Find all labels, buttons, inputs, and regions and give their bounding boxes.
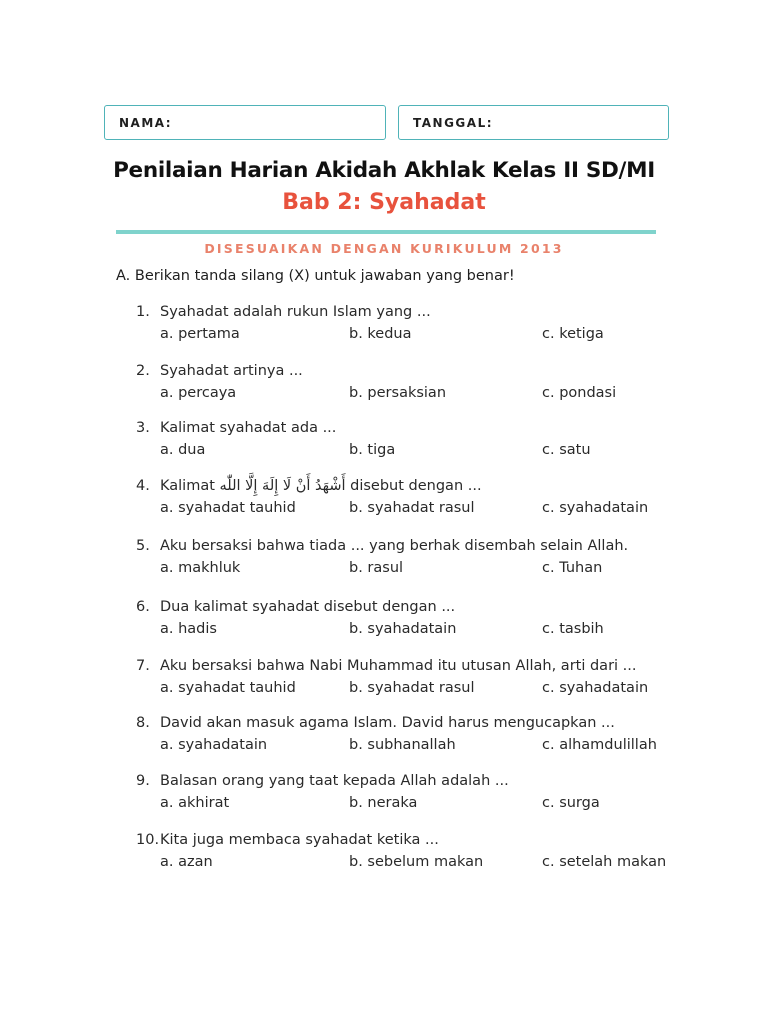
question-item <box>136 830 696 872</box>
option-b[interactable]: b. neraka <box>349 795 418 811</box>
question-text: Aku bersaksi bahwa Nabi Muhammad itu utusan Allah, arti dari ... <box>160 658 637 674</box>
option-c[interactable]: c. syahadatain <box>542 500 649 516</box>
option-a[interactable]: a. syahadatain <box>160 737 268 753</box>
question-item <box>136 656 696 698</box>
arabic-shahada: أَشْهَدُ أَنْ لَا إِلَهَ إِلَّا اللّٰه <box>219 478 346 494</box>
curriculum-note: DISESUAIKAN DENGAN KURIKULUM 2013 <box>204 241 564 256</box>
option-b[interactable]: b. rasul <box>349 560 404 576</box>
option-c[interactable]: c. satu <box>542 442 591 458</box>
question-text: Syahadat adalah rukun Islam yang ... <box>160 304 431 320</box>
name-label: NAMA: <box>119 115 173 130</box>
question-number: 3. <box>136 420 150 436</box>
option-b[interactable]: b. tiga <box>349 442 396 458</box>
option-a[interactable]: a. akhirat <box>160 795 230 811</box>
option-a[interactable]: a. syahadat tauhid <box>160 500 296 516</box>
page-subtitle: Bab 2: Syahadat <box>282 190 486 215</box>
question-text-before: Kalimat <box>160 478 215 494</box>
question-number: 1. <box>136 304 150 320</box>
question-item <box>136 361 696 403</box>
section-a-instruction: A. Berikan tanda silang (X) untuk jawaban yang benar! <box>116 268 515 284</box>
question-item <box>136 302 696 344</box>
question-text-after: disebut dengan ... <box>350 478 482 494</box>
question-text: David akan masuk agama Islam. David harus mengucapkan ... <box>160 715 615 731</box>
option-b[interactable]: b. syahadatain <box>349 621 457 637</box>
option-b[interactable]: b. syahadat rasul <box>349 500 475 516</box>
option-a[interactable]: a. azan <box>160 854 213 870</box>
date-field[interactable] <box>398 105 669 140</box>
question-text: Syahadat artinya ... <box>160 363 303 379</box>
question-number: 10. <box>136 832 160 848</box>
question-number: 8. <box>136 715 150 731</box>
question-number: 2. <box>136 363 150 379</box>
question-number: 4. <box>136 478 150 494</box>
question-number: 7. <box>136 658 150 674</box>
question-item <box>136 418 696 460</box>
option-b[interactable]: b. syahadat rasul <box>349 680 475 696</box>
question-item <box>136 536 696 578</box>
divider <box>116 230 656 234</box>
option-b[interactable]: b. kedua <box>349 326 412 342</box>
question-item <box>136 713 696 755</box>
question-number: 5. <box>136 538 150 554</box>
question-text: Dua kalimat syahadat disebut dengan ... <box>160 599 456 615</box>
page-title: Penilaian Harian Akidah Akhlak Kelas II SD/MI <box>113 158 655 183</box>
question-item <box>136 476 696 518</box>
question-text: Balasan orang yang taat kepada Allah adalah ... <box>160 773 509 789</box>
option-c[interactable]: c. tasbih <box>542 621 604 637</box>
option-a[interactable]: a. percaya <box>160 385 237 401</box>
option-a[interactable]: a. hadis <box>160 621 217 637</box>
option-c[interactable]: c. setelah makan <box>542 854 667 870</box>
option-a[interactable]: a. makhluk <box>160 560 241 576</box>
question-number: 6. <box>136 599 150 615</box>
option-c[interactable]: c. syahadatain <box>542 680 649 696</box>
option-b[interactable]: b. persaksian <box>349 385 447 401</box>
question-text: Aku bersaksi bahwa tiada ... yang berhak disembah selain Allah. <box>160 538 629 554</box>
question-text: Kita juga membaca syahadat ketika ... <box>160 832 439 848</box>
option-a[interactable]: a. pertama <box>160 326 240 342</box>
option-b[interactable]: b. subhanallah <box>349 737 456 753</box>
option-b[interactable]: b. sebelum makan <box>349 854 484 870</box>
option-c[interactable]: c. alhamdulillah <box>542 737 657 753</box>
name-field[interactable] <box>104 105 386 140</box>
question-item <box>136 771 696 813</box>
option-a[interactable]: a. dua <box>160 442 206 458</box>
question-item <box>136 597 696 639</box>
question-text: Kalimat syahadat ada ... <box>160 420 337 436</box>
question-number: 9. <box>136 773 150 789</box>
option-c[interactable]: c. surga <box>542 795 600 811</box>
option-c[interactable]: c. ketiga <box>542 326 604 342</box>
option-c[interactable]: c. pondasi <box>542 385 617 401</box>
date-label: TANGGAL: <box>413 115 494 130</box>
option-a[interactable]: a. syahadat tauhid <box>160 680 296 696</box>
option-c[interactable]: c. Tuhan <box>542 560 603 576</box>
